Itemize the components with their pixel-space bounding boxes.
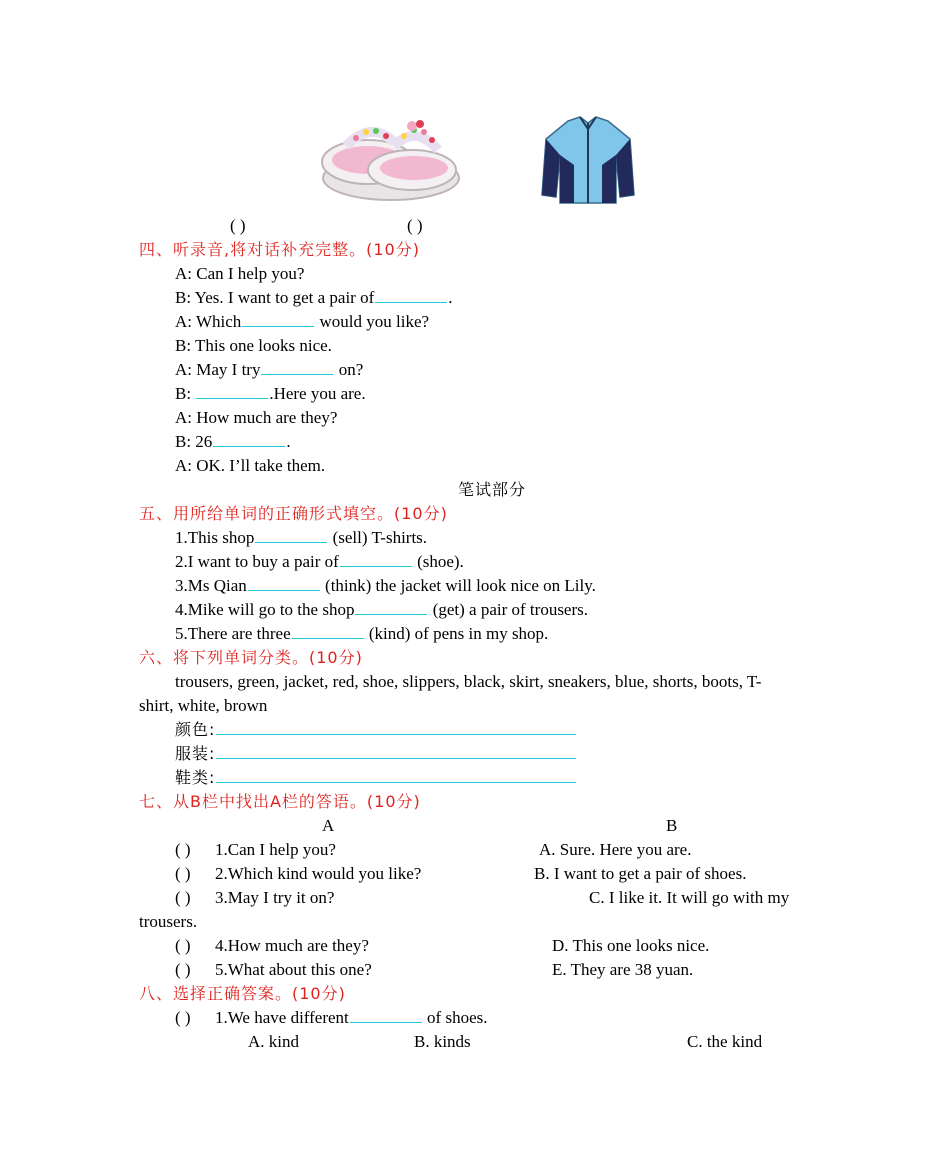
blank-input[interactable] — [255, 526, 327, 543]
dialogue-line-1: A: Can I help you? — [175, 264, 305, 283]
dialogue-line-7: A: How much are they? — [175, 408, 338, 427]
slippers-answer-parens[interactable]: ( ) — [230, 216, 246, 235]
match-question-4: ( ) 4.How much are they? — [175, 936, 369, 955]
match-question-2: ( ) 2.Which kind would you like? — [175, 864, 422, 883]
category-shoes-input[interactable] — [216, 766, 576, 783]
match-answer-e: E. They are 38 yuan. — [552, 960, 694, 979]
match-question-5: ( ) 5.What about this one? — [175, 960, 372, 979]
blank-input[interactable] — [350, 1006, 422, 1023]
match-answer-c-continued: trousers. — [139, 912, 198, 931]
option-c[interactable]: C. the kind — [687, 1032, 763, 1051]
word-list-line-1: trousers, green, jacket, red, shoe, slippers, black, skirt, sneakers, blue, shorts, boots, T- — [175, 672, 762, 691]
match-question-3: ( ) 3.May I try it on? — [175, 888, 335, 907]
category-colors: 颜色: — [175, 718, 577, 742]
dialogue-line-5: A: May I try on? — [175, 360, 364, 379]
choice-question-1: ( ) 1.We have different of shoes. — [175, 1008, 488, 1027]
column-a-header: A — [322, 816, 335, 835]
blank-input[interactable] — [242, 310, 314, 327]
section8-title: 八、选择正确答案。(10分) — [139, 984, 346, 1003]
match-answer-d: D. This one looks nice. — [552, 936, 710, 955]
option-a[interactable]: A. kind — [248, 1032, 299, 1051]
dialogue-line-6: B: .Here you are. — [175, 384, 366, 403]
match-answer-c: C. I like it. It will go with my — [589, 888, 790, 907]
fill-item-4: 4.Mike will go to the shop (get) a pair of trousers. — [175, 600, 589, 619]
dialogue-line-4: B: This one looks nice. — [175, 336, 332, 355]
blank-input[interactable] — [292, 622, 364, 639]
fill-item-1: 1.This shop (sell) T-shirts. — [175, 528, 428, 547]
section4-title: 四、听录音,将对话补充完整。(10分) — [139, 240, 420, 259]
fill-item-3: 3.Ms Qian (think) the jacket will look nice on Lily. — [175, 576, 596, 595]
category-shoes: 鞋类: — [175, 766, 577, 790]
category-clothes-input[interactable] — [216, 742, 576, 759]
dialogue-line-3: A: Which would you like? — [175, 312, 430, 331]
dialogue-line-8: B: 26 . — [175, 432, 291, 451]
fill-item-5: 5.There are three (kind) of pens in my shop. — [175, 624, 549, 643]
match-answer-a: A. Sure. Here you are. — [539, 840, 692, 859]
word-list-line-2: shirt, white, brown — [139, 696, 268, 715]
blank-input[interactable] — [340, 550, 412, 567]
category-clothes: 服装: — [175, 742, 577, 766]
blank-input[interactable] — [355, 598, 427, 615]
blank-input[interactable] — [248, 574, 320, 591]
match-answer-b: B. I want to get a pair of shoes. — [534, 864, 747, 883]
blank-input[interactable] — [213, 430, 285, 447]
pink-slippers-icon — [316, 116, 462, 206]
section6-title: 六、将下列单词分类。(10分) — [139, 648, 363, 667]
fill-item-2: 2.I want to buy a pair of (shoe). — [175, 552, 464, 571]
written-part-heading: 笔试部分 — [458, 480, 527, 499]
category-colors-input[interactable] — [216, 718, 576, 735]
match-question-1: ( ) 1.Can I help you? — [175, 840, 336, 859]
section7-title: 七、从B栏中找出A栏的答语。(10分) — [139, 792, 421, 811]
blue-jacket-icon — [540, 115, 636, 207]
blank-input[interactable] — [196, 382, 268, 399]
section5-title: 五、用所给单词的正确形式填空。(10分) — [139, 504, 448, 523]
jacket-answer-parens[interactable]: ( ) — [407, 216, 423, 235]
option-b[interactable]: B. kinds — [414, 1032, 471, 1051]
blank-input[interactable] — [261, 358, 333, 375]
dialogue-line-2: B: Yes. I want to get a pair of . — [175, 288, 453, 307]
dialogue-line-9: A: OK. I’ll take them. — [175, 456, 326, 475]
blank-input[interactable] — [375, 286, 447, 303]
column-b-header: B — [666, 816, 678, 835]
